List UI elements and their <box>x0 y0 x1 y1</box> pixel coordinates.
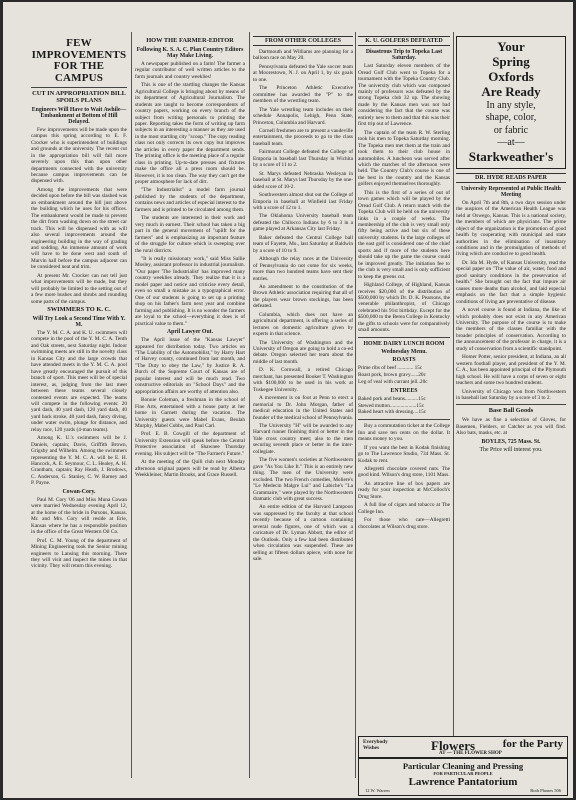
article-paragraph: D. K. Cornwall, a retired Chicago merchant, has presented Booker T. Washington with $100,000 to be used in his work at Tuskegee University. <box>253 367 353 393</box>
headline-april-lawyer: April Lawyer Out. <box>166 329 214 335</box>
subhead-golfers: Disastrous Trip to Topeka Last Saturday. <box>365 49 443 62</box>
column-2 <box>135 36 245 778</box>
headline-farmer-editor: HOW THE FARMER-EDITOR <box>146 37 234 44</box>
ad-line: Particular Cleaning and Pressing <box>402 761 524 771</box>
subhead-hyde: University Represented at Public Health Meeting <box>461 185 561 198</box>
notice-paragraph: Allegretti chocolate covered nuts. The good kind. Wilson's drug store, 1101 Mass. <box>358 466 450 479</box>
subhead-appropriation: CUT IN APPROPRIATION BILL SPOILS PLANS <box>32 90 126 104</box>
article-paragraph: The University of Washington and the University of Oregon are going to hold a co-ed debate. Oregon selected her team about the middle of last month. <box>253 339 353 365</box>
article-paragraph: The five women's societies at Northwestern gave "As You Like It." This is an entirely new thing. The men of the University were excluded. The two French comedies, Moliere's "Le Medecin Malgre Lui" and Labiche's "La Grammaire," were played by the Northwestern dramatic club with great success. <box>253 457 353 502</box>
article-paragraph: Baker defeated the Central College ball team of Fayette, Mo., last Saturday at Baldwin by a score of 10 to 9. <box>253 234 353 254</box>
headline-swimmers: SWIMMERS TO K. C. <box>47 306 111 314</box>
article-paragraph: At present Mr. Crocker can not tell just what improvements will be made, but they will probably be limited to the setting out of a few more bushes and shrubs and rounding some parts of the campus. <box>31 272 127 305</box>
column-rule <box>249 32 250 778</box>
notice-paragraph: For those who care—Allegretti chocolates at Wilson's drug store. <box>358 517 450 530</box>
ad-line: or fabric <box>493 124 529 136</box>
column-5 <box>456 36 566 732</box>
article-paragraph: At the meeting of the Quill club next Monday afternoon original papers will be read by Alberta Weekkleiner, Martin Brooks, and Grace Russell. <box>135 459 245 479</box>
ad-line-party: for the Party <box>502 738 563 750</box>
article-paragraph: Among K. U.'s swimmers will be J. Daniels, captain; Davis, Griffith Brown, Grigsby and Wilhelm. Among the swimmers representing the Y. M. C. A. will be E. H. Hancock, A. E. Seymour, C. L. Healey, A. H. Grantham, captain; Ray Heath, J. Brodows, C. Anderson, G. Stanley, C. W. Barney and P. Payne. <box>31 435 127 487</box>
ad-line-everybody: Everybody <box>363 739 388 745</box>
article-paragraph: Columbia, which does not have an agricultural department, is offering a series of lectures on domestic agriculture given by experts in that science. <box>253 311 353 338</box>
newspaper-page <box>3 2 573 798</box>
column-rule <box>453 32 454 778</box>
article-paragraph: The Princeton Athletic Executive committee has awarded the "P" to the members of the wrestling team. <box>253 85 353 105</box>
article-paragraph: Highland College, of Highland, Kansas receives $20,000 of the distribution of $500,000 by which Dr. D. K. Pearsons, the venerable philanthropist, of Chicago celebrated his 91st birthday. Except for the $500,000 to the Berea College in Kentucky the gifts to schools were for comparatively small amounts. <box>358 282 450 334</box>
headline-golfers: K. U. GOLFERS DEFEATED <box>358 36 450 46</box>
article-paragraph: The students are interested in their work and very much in earnest. Their school has taken a big part in the general movement of "uplift for the farmers" and is emphasizing an important feature of the struggle for culture which is sweeping over the rural districts. <box>135 215 245 254</box>
ad-line: Starkweather's <box>468 148 554 164</box>
article-paragraph: Among the improvements that were decided upon before the bill was slashed was an embankment around the hill just above the building which he uses for his offices. The embankment would be made to prevent the dirt from washing down on the street car track. This will be dispensed with as will also several improvements around the engineering building in the way of grading and sodding. An immense amount of work will have to be done west and south of Marvin hall before the campus adjacent can be considered neat and trim. <box>31 186 127 271</box>
ad-line: shape, color, <box>485 112 537 124</box>
ad-line-wishes: Wishes <box>363 745 380 752</box>
article-paragraph: "It is really missionary work," said Miss Sallie Mosley, assistant professor in industrial journalism. "Our paper 'The Industrialist' has improved many country weeklies already. They realize that it is a model paper and notice and criticise every detail, even so small a mistake as a typographical error. One of our students is going to set up a printing shop on his father's farm next year and combine farming and publishing. It is no wonder the farmers are loyal to the school—everything it does is of practical value to them." <box>135 256 245 327</box>
article-paragraph: An entire edition of the Harvard Lampoon was suppressed by the faculty at that school recently because of a cartoon containing several nude figures, one of which was a caricature of Dr. Lyman Abbott, the editor of the Outlook. Only a few had been distributed when circulation was suspended. These are selling at fifteen dollars apiece, with none for sale. <box>253 504 353 563</box>
notice-paragraph: Buy a commutation ticket at the College Inn and save ten cents on the dollar. It means money to you. <box>358 423 450 443</box>
article-paragraph: Prof. C. M. Young of the department of Mining Engineering took the Senior mining engineers to Lansing this morning. There they will visit and inspect the mines in that vicinity. They will return this evening. <box>31 537 127 570</box>
article-paragraph: The Y. M. C. A. and K. U. swimmers will compete in the pool of the Y. M. C. A. Tenth and Oak streets, next Saturday night. Indoor swimming meets are still in the novelty class in Kansas City and the large crowds that have attended meets in the Y. M. C. A. pool have greatly encouraged the pursuit of this branch of sport. This meet will be of special interest, as, judging from the last meet between these teams several closely contested events are expected. The teams will compete in the following events: 20 yard dash, 40 yard dash, 120 yard dash, 40 yard back stroke, 40 yard dash, fancy diving, under water swim, plunge for distance, and relay race, 120 yards (4-man teams). <box>31 329 127 433</box>
subhead-engineers: Engineers Will Have to Wait Awhile—Embankment at Bottom of Hill Delayed. <box>31 106 127 125</box>
menu-item: Prime ribs of beef ............ 15c <box>358 364 423 371</box>
ad-line: Lawrence Pantatorium <box>408 776 518 788</box>
article-paragraph: The Oklahoma University baseball team defeated the Chilocco Indians by 6 to 3 in a game played at Arkansas City last Friday. <box>253 213 353 233</box>
headline-hyde: DR. HYDE READS PAPER <box>456 173 566 183</box>
headline-cowan-cory: Cowan-Cory. <box>62 488 96 495</box>
ad-footer <box>359 788 567 793</box>
article-paragraph: Last Saturday eleven members of the Oread Golf Club went to Topeka for a tournament with the Topeka Country Club. The university club which was composed mainly of professors was defeated by the strong Topeka club 32 up. The showing made by the Kansas men was not bad considering the fact that the course was entirely new to them and that this was their first trip out of Lawrence. <box>358 63 450 128</box>
ad-line: Are Ready <box>481 83 541 99</box>
subhead-farmer-editor: Following K. S. A. C. Plan Country Editors May Make Living. <box>136 46 244 59</box>
menu-item: Leg of veal with currant jell..20c <box>358 378 428 385</box>
pantatorium-ad <box>358 758 568 796</box>
article-paragraph: The University "H" will be awarded to any Harvard runner finishing third or better in the Yale cross country meet; also to the men securing seventh place or better in the inter-collegiate. <box>253 423 353 455</box>
ad-line: In any style, <box>486 99 536 111</box>
notice-paragraph: A full line of cigars and tobacco at The College Inn. <box>358 502 450 515</box>
menu-section-entrees: ENTREES <box>390 387 418 394</box>
column-rule <box>355 32 356 778</box>
article-paragraph: Pennsylvania defeated the Yale soccer team at Moorestown, N. J. on April 1, by six goals to one. <box>253 63 353 83</box>
menu-item: Roast pork, brown gravy......20c <box>358 371 426 378</box>
article-paragraph: Southwestern almost shut out the College of Emporia in baseball at Winfield last Friday with a score of 12 to 1. <box>253 192 353 211</box>
notice-paragraph: If you want the best in Kodak finishing go to The Lawrence Studio, 734 Mass. St. Kodak to rent. <box>358 444 450 464</box>
article-paragraph: Paul M. Cory '06 and Miss Muna Cowan were married Wednesday evening April 12, at the home of the bride in Parsons, Kansas. Mr. and Mrs. Cory will reside at Erie, Kansas where he has a responsible position in the office of the Great Western Oil Co. <box>31 496 127 536</box>
ad-line <box>363 739 388 752</box>
column-1 <box>31 36 127 778</box>
article-paragraph: We have as fine a selection of Gloves, for Basemen, Fielders, or Catcher as you will find. Also bats, masks, etc. at <box>456 417 566 437</box>
article-paragraph: Dartmouth and Williams are planning for a balloon race on May 20. <box>253 49 353 62</box>
starkweather-ad <box>456 36 566 169</box>
headline-improvements: FEW IMPROVEMENTS FOR THE CAMPUS <box>31 37 127 84</box>
ad-line: FOR PARTICULAR PEOPLE <box>433 771 493 776</box>
article-paragraph: A novel course is found at Indiana, the like of which probably does not exist in any American University. The purpose of the course is to make the members of the classes familiar with the broader principles of conservation. According to the announcement of the professor in charge, it is a study of conservation from a scientific standpoint. <box>456 307 566 352</box>
article-paragraph: On April 7th and 8th, a two days session under the auspices of the American Health League was held at Oswego, Kansas. This is a national society, the members of which are physicians. The prime object of the organization is the promotion of good health by cooperating with municipal and state authorities in the elimination of insanitary conditions and in the promulgation of methods of living which are conducive to good health. <box>456 199 566 258</box>
article-paragraph: Bonnie Coleman, a freshman in the school of Fine Arts, entertained with a house party at her home in Garnett during the vacation. The University guests were Mabel Evans, Beulah Murphy, Mabel Cobbs, and Paul Carl. <box>135 397 245 429</box>
subhead-swimmers: Will Try Look a Second Time With Y. M. <box>32 315 126 328</box>
article-paragraph: This is the first of a series of out of town games which will be played by the Oread Golf Club. A return match with the Topeka Club will be held on the university links in a couple of weeks. The membership of the club is very small only fifty being active and but six of these university students. In the large colleges of the east golf is considered one of the chief sports and if more of the students here should take up the game the course could be improved greatly. The initiation fee to the club is very small and is only sufficient to keep the greens cut. <box>358 189 450 280</box>
menu-item: Baked heart with dressing....15c <box>358 409 427 416</box>
menu-day: Wednesday Menu. <box>381 348 427 355</box>
ad-line: —at— <box>497 137 525 149</box>
article-paragraph: The April issue of the "Kansas Lawyer" appeared for distribution today. Two articles on "The Liability of the Automobilist," by Harry Hart of Harvey county, continued from last month, and "The Duty to obey the Law," by Justice R. A. Burch of the Supreme Court of Kansas are of popular interest and will be much read. Two constructive editorials on "School Days" and the appropriation affairs are worthy of attention also. <box>135 337 245 395</box>
headline-base-ball: Base Ball Goods <box>488 407 534 415</box>
boyles-address: BOYLES, 725 Mass. St. <box>481 438 541 445</box>
ad-phone: Both Phones 506 <box>530 788 561 793</box>
article-paragraph: Cornell freshmen are to present a vaudeville entertainment, the proceeds to go to the class baseball team. <box>253 127 353 147</box>
article-paragraph: This is one of the startling changes the Kansas Agricultural College is bringing about by means of its department of Agricultural Journalism. The students are taught to become correspondents of country papers, working on every branch of the subject from writing personals to printing the paper. Reporting takes the form of writing up farm subjects in an interesting a manner as they are used in the most startling city "scoop." The copy reading class not only corrects its own copy but improves the articles in every paper the department sends. The printing office is the meeting place of a regular class in printing. Up-to-date presses and fixtures make the office all a press room should be. However, it is too clean. The way they can't get the proper atmosphere for lack of dirt. <box>135 82 245 186</box>
article-paragraph: Fairmount College defeated the College of Emporia in baseball last Thursday in Wichita by a score of 11 to 2. <box>253 149 353 169</box>
headline-other-colleges: FROM OTHER COLLEGES <box>253 36 353 46</box>
menu-section-roasts: ROASTS <box>392 356 416 363</box>
article-paragraph: St. Marys defeated Nebraska Wesleyan in baseball at St. Marys last Thursday by the one-sided score of 10-2. <box>253 170 353 190</box>
menu-item: Baked pork and beans..........15c <box>358 395 426 402</box>
ad-address: 12 W. Warren <box>365 788 390 793</box>
article-paragraph: Although the relay races at the University of Pennsylvania do not come for six weeks, more than two hundred teams have sent their entries. <box>253 256 353 282</box>
article-paragraph: Homer Potter, senior president, at Indiana, an all western football player, and president of the Y. M. C. A., has been appointed principal of the Plymouth high school. He will have a corps of seven or eight teachers and some two hundred students. <box>456 354 566 387</box>
article-paragraph: The captain of the team R. W. Sterling took his men to Topeka Saturday morning. The Topeka men met them at the train and took them to their club house in automobiles. A luncheon was served after which the matches of the afternoon were held. The Country Club's course is one of the best in the country and the Kansas golfers enjoyed themselves thoroughly. <box>358 129 450 188</box>
flower-shop-ad <box>358 736 568 758</box>
article-paragraph: Dr. Ida M. Hyde, of Kansas University, read the special paper on "The value of air, water, food and good sanitary conditions in the preservation of health." She brought out the fact that impure air causes more deaths than alcohol, and laid especial emphasis on the fact that a simple hygienic conditions of living are preventative of disease. <box>456 259 566 305</box>
ad-line: Your <box>497 39 525 54</box>
article-paragraph: A movement is on foot at Penn to erect a memorial to Dr. John Morgan, father of medical education in the United States and founder of the medical school of Pennsylvania. <box>253 395 353 421</box>
column-rule <box>131 32 132 778</box>
menu-item: Stewed mutton....................15c <box>358 402 425 409</box>
menu-heading: HOME DAIRY LUNCH ROOM <box>363 340 445 347</box>
article-paragraph: Few improvements will be made upon the campus this spring according to E. F. Crocker who is superintendent of buildings and grounds at the university. The recent cut in the appropriation bill will fall more severely upon this than upon other departments connected with the university because campus improvements can be dispensed with. <box>31 126 127 185</box>
ad-line-flower-shop: AT — THE FLOWER SHOP <box>439 751 502 756</box>
notice-paragraph: An attractive line of box papers are ready for your inspection at McColloch's Drug Store. <box>358 480 450 500</box>
column-4 <box>358 36 450 732</box>
column-3 <box>253 36 353 778</box>
article-paragraph: Prof. E. B. Cowgill of the department of University Extension will speak before the Central Protective association of Shawnee Thursday evening. His subject will be "The Farmer's Future." <box>135 431 245 457</box>
article-paragraph: "The Industrialist" a model farm journal published by the students of the department, contains news and articles of especial interest to the farmers and is printed to be circulated among them. <box>135 187 245 213</box>
article-paragraph: University of Chicago won from Northwestern in baseball last Saturday by a score of 3 to 2. <box>456 388 566 401</box>
article-paragraph: The Yale wrestling team includes on their schedule Annapolis, Lehigh, Penn State, Princeton, Columbia and Harvard. <box>253 106 353 126</box>
article-paragraph: A newspaper published on a farm! The farmer a regular contributor of well written articles to the farm journals and country weeklies! <box>135 60 245 80</box>
ad-line: Oxfords <box>488 68 534 84</box>
boyles-note: The Price will interest you. <box>479 446 543 453</box>
article-paragraph: An amendment to the constitution of the Brown Athletic association requiring that all of the players wear brown stockings, has been defeated. <box>253 283 353 310</box>
ad-line: Spring <box>492 53 530 69</box>
ad-line-flowers: Flowers <box>431 738 476 753</box>
